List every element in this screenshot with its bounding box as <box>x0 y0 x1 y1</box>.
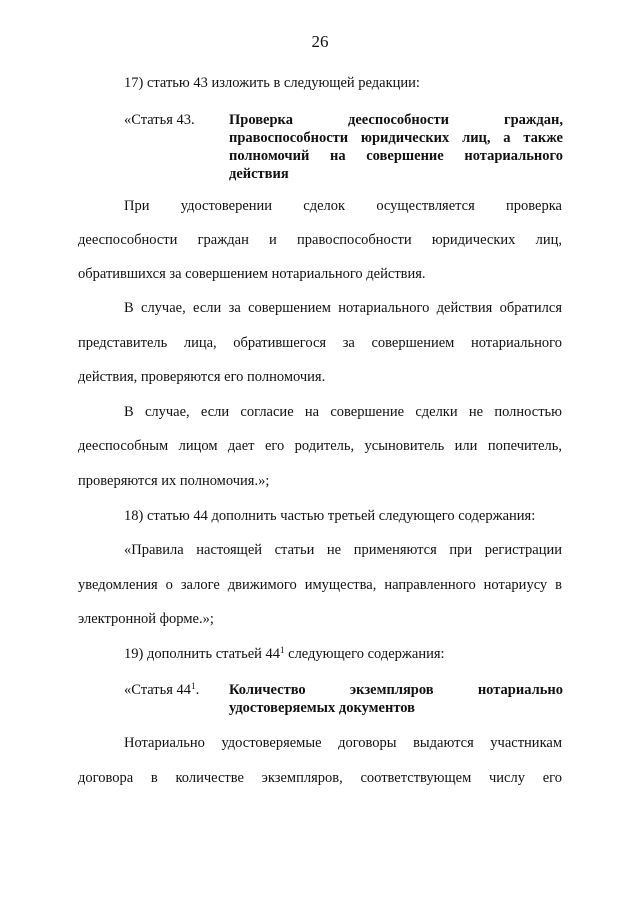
paragraph-line: представитель лица, обратившегося за совершением нотариального <box>78 335 562 351</box>
paragraph-line: Нотариально удостоверяемые договоры выдаются участникам <box>124 735 562 751</box>
item-19-text: 19) дополнить статьей 44 <box>124 646 281 662</box>
paragraph-line: дееспособным лицом дает его родитель, усыновитель или попечитель, <box>78 438 562 454</box>
article-43-title-line: действия <box>229 166 289 182</box>
article-43-title-line: полномочий на совершение нотариального <box>229 148 563 164</box>
paragraph-line: проверяются их полномочия.»; <box>78 473 270 489</box>
paragraph-line: В случае, если за совершением нотариального действия обратился <box>124 300 562 316</box>
paragraph-line: В случае, если согласие на совершение сделки не полностью <box>124 404 562 420</box>
article-44-1-label-superscript: 1 <box>191 681 196 691</box>
article-43-label: «Статья 43. <box>124 112 195 128</box>
paragraph-line: действия, проверяются его полномочия. <box>78 369 326 385</box>
paragraph-line: уведомления о залоге движимого имущества, направленного нотариусу в <box>78 577 562 593</box>
paragraph-line: При удостоверении сделок осуществляется проверка <box>124 198 562 214</box>
paragraph-line: обратившихся за совершением нотариального действия. <box>78 266 426 282</box>
item-19-text-end: следующего содержания: <box>284 646 445 662</box>
item-18: 18) статью 44 дополнить частью третьей следующего содержания: <box>124 508 536 524</box>
article-44-1-label-main: «Статья 44 <box>124 682 192 698</box>
paragraph-line: дееспособности граждан и правоспособности юридических лиц, <box>78 232 562 248</box>
paragraph-line: электронной форме.»; <box>78 611 214 627</box>
article-43-title <box>229 111 563 183</box>
item-19-superscript: 1 <box>280 645 285 655</box>
item-19 <box>124 645 445 663</box>
article-43-title-line: правоспособности юридических лиц, а также <box>229 130 563 146</box>
page-number: 26 <box>311 32 329 51</box>
article-44-1-title <box>229 681 563 717</box>
paragraph-line: «Правила настоящей статьи не применяются при регистрации <box>124 542 562 558</box>
article-44-1-title-line: Количество экземпляров нотариально <box>229 682 563 698</box>
article-44-1-label <box>124 681 199 699</box>
article-43-title-line: Проверка дееспособности граждан, <box>229 112 563 128</box>
paragraph-line: договора в количестве экземпляров, соответствующем числу его <box>78 770 562 786</box>
article-44-1-title-line: удостоверяемых документов <box>229 700 415 716</box>
article-44-1-label-end: . <box>195 682 200 698</box>
item-17: 17) статью 43 изложить в следующей редакции: <box>124 75 420 91</box>
